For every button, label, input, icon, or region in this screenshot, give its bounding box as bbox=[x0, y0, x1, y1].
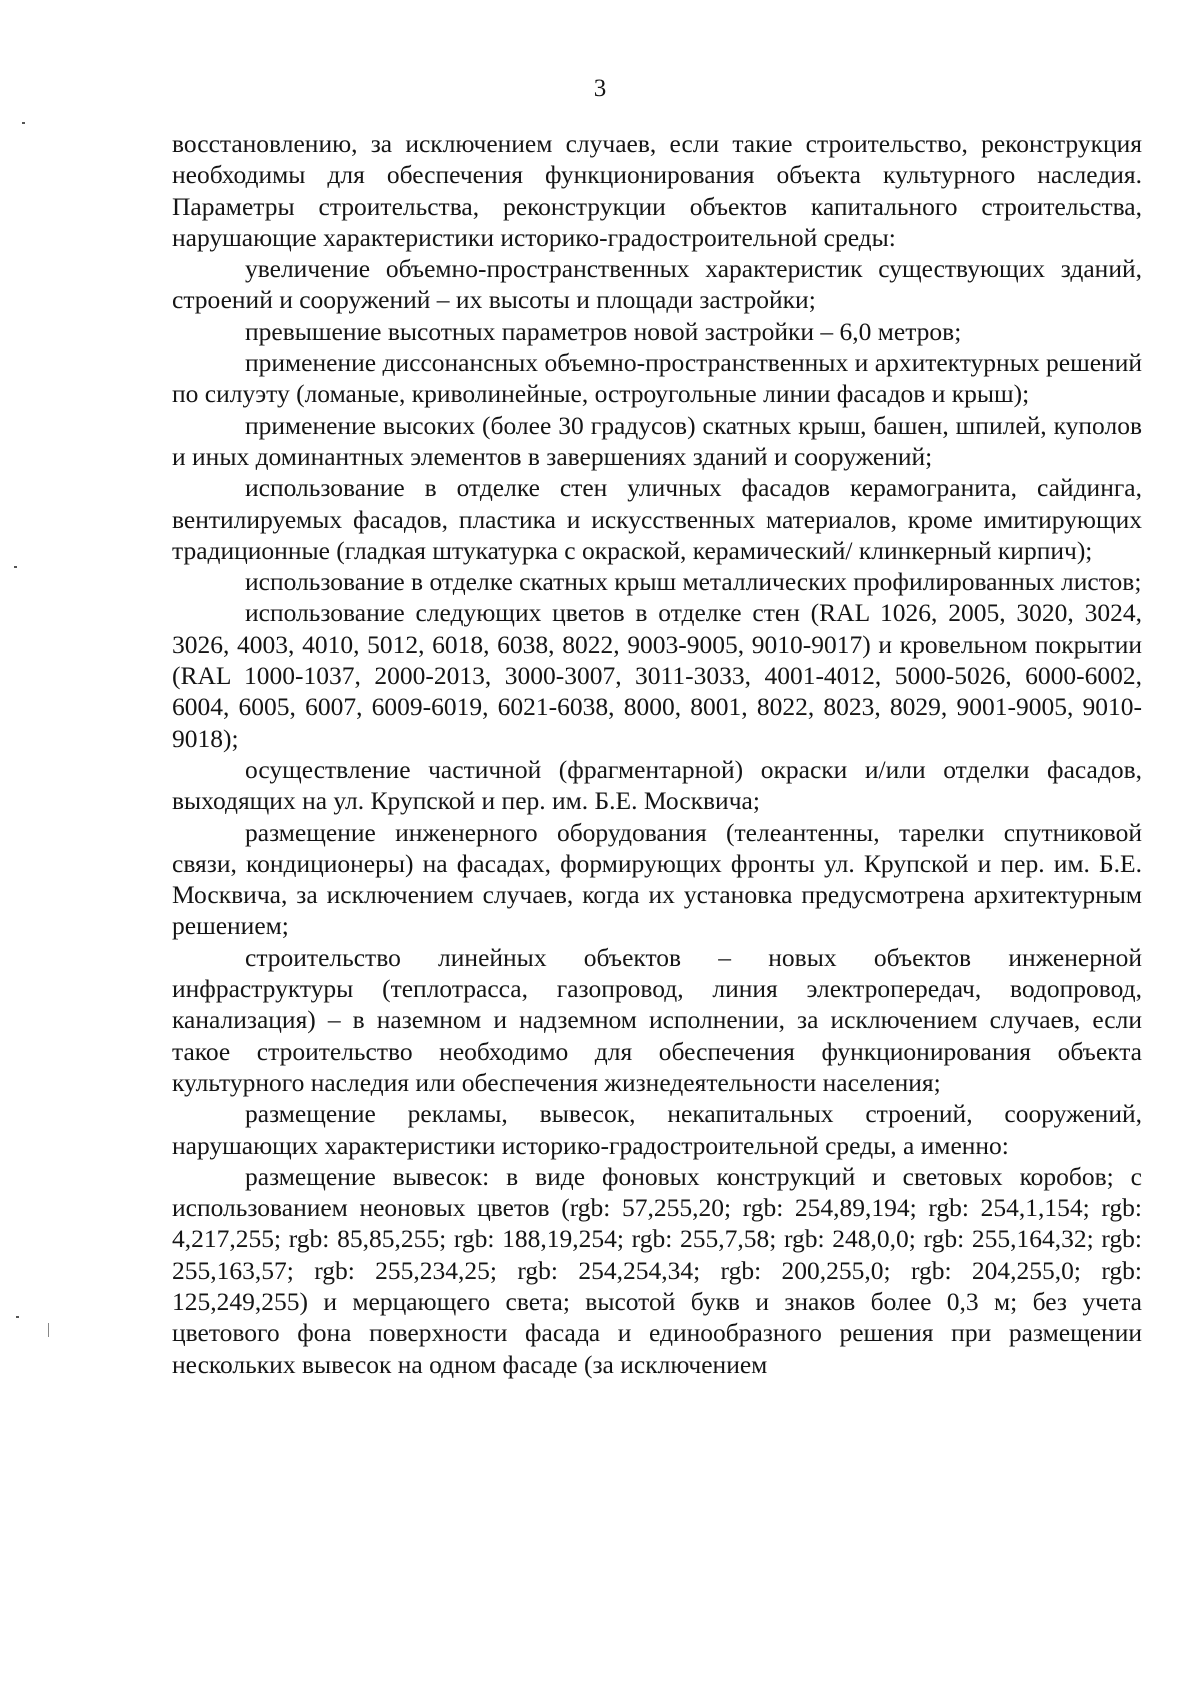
paragraph: строительство линейных объектов – новых объектов инженерной инфраструктуры (теплотрасса, газопровод, линия электропередач, водопровод, канализация) – в наземном и надземном исполнении, за исключением случаев, если такое строительство необходимо для обеспечения функционирования объекта культурного наследия или обеспечения жизнедеятельности населения; bbox=[172, 942, 1142, 1097]
paragraph: применение высоких (более 30 градусов) скатных крыш, башен, шпилей, куполов и иных доминантных элементов в завершениях зданий и сооружений; bbox=[172, 410, 1142, 471]
paragraph: использование следующих цветов в отделке стен (RAL 1026, 2005, 3020, 3024, 3026, 4003, 4010, 5012, 6018, 6038, 8022, 9003-9005, 9010-9017) и кровельном покрытии (RAL 1000-1037, 2000-2013, 3000-3007, 3011-3033, 4001-4012, 5000-5026, 6000-6002, 6004, 6005, 6007, 6009-6019, 6021-6038, 8000, 8001, 8022, 8023, 8029, 9001-9005, 9010-9018); bbox=[172, 598, 1142, 753]
document-body bbox=[172, 128, 1142, 1380]
paragraph: размещение вывесок: в виде фоновых конструкций и световых коробов; с использованием неоновых цветов (rgb: 57,255,20; rgb: 254,89,194; rgb: 254,1,154; rgb: 4,217,255; rgb: 85,85,255; rgb: 188,19,254; rgb: 255,7,58; rgb: 248,0,0; rgb: 255,164,32; rgb: 255,163,57; rgb: 255,234,25; rgb: 254,254,34; rgb: 200,255,0; rgb: 204,255,0; rgb: 125,249,255) и мерцающего света; высотой букв и знаков более 0,3 м; без учета цветового фона поверхности фасада и единообразного решения при размещении нескольких вывесок на одном фасаде (за исключением bbox=[172, 1161, 1142, 1379]
scan-mark bbox=[16, 1316, 19, 1318]
paragraph: использование в отделке скатных крыш металлических профилированных листов; bbox=[245, 567, 1142, 597]
paragraph: увеличение объемно-пространственных характеристик существующих зданий, строений и сооружений – их высоты и площади застройки; bbox=[172, 254, 1142, 315]
scan-mark bbox=[48, 1323, 49, 1337]
paragraph: восстановлению, за исключением случаев, если такие строительство, реконструкция необходимы для обеспечения функционирования объекта культурного наследия. Параметры строительства, реконструкции объектов капитального строительства, нарушающие характеристики историко-градостроительной среды: bbox=[172, 129, 1142, 252]
paragraph: размещение рекламы, вывесок, некапитальных строений, сооружений, нарушающих характеристики историко-градостроительной среды, а именно: bbox=[172, 1099, 1142, 1160]
paragraph: осуществление частичной (фрагментарной) окраски и/или отделки фасадов, выходящих на ул. Крупской и пер. им. Б.Е. Москвича; bbox=[172, 754, 1142, 816]
paragraph: применение диссонансных объемно-пространственных и архитектурных решений по силуэту (ломаные, криволинейные, остроугольные линии фасадов и крыш); bbox=[172, 348, 1142, 409]
paragraph: использование в отделке стен уличных фасадов керамогранита, сайдинга, вентилируемых фасадов, пластика и искусственных материалов, кроме имитирующих традиционные (гладкая штукатурка с окраской, керамический/ клинкерный кирпич); bbox=[172, 473, 1142, 565]
scan-mark bbox=[14, 566, 17, 568]
paragraph: превышение высотных параметров новой застройки – 6,0 метров; bbox=[245, 316, 962, 346]
scan-mark bbox=[22, 122, 25, 124]
paragraph: размещение инженерного оборудования (телеантенны, тарелки спутниковой связи, кондиционеры) на фасадах, формирующих фронты ул. Крупской и пер. им. Б.Е. Москвича, за исключением случаев, когда их установка предусмотрена архитектурным решением; bbox=[172, 817, 1142, 941]
page-number: 3 bbox=[593, 75, 607, 102]
